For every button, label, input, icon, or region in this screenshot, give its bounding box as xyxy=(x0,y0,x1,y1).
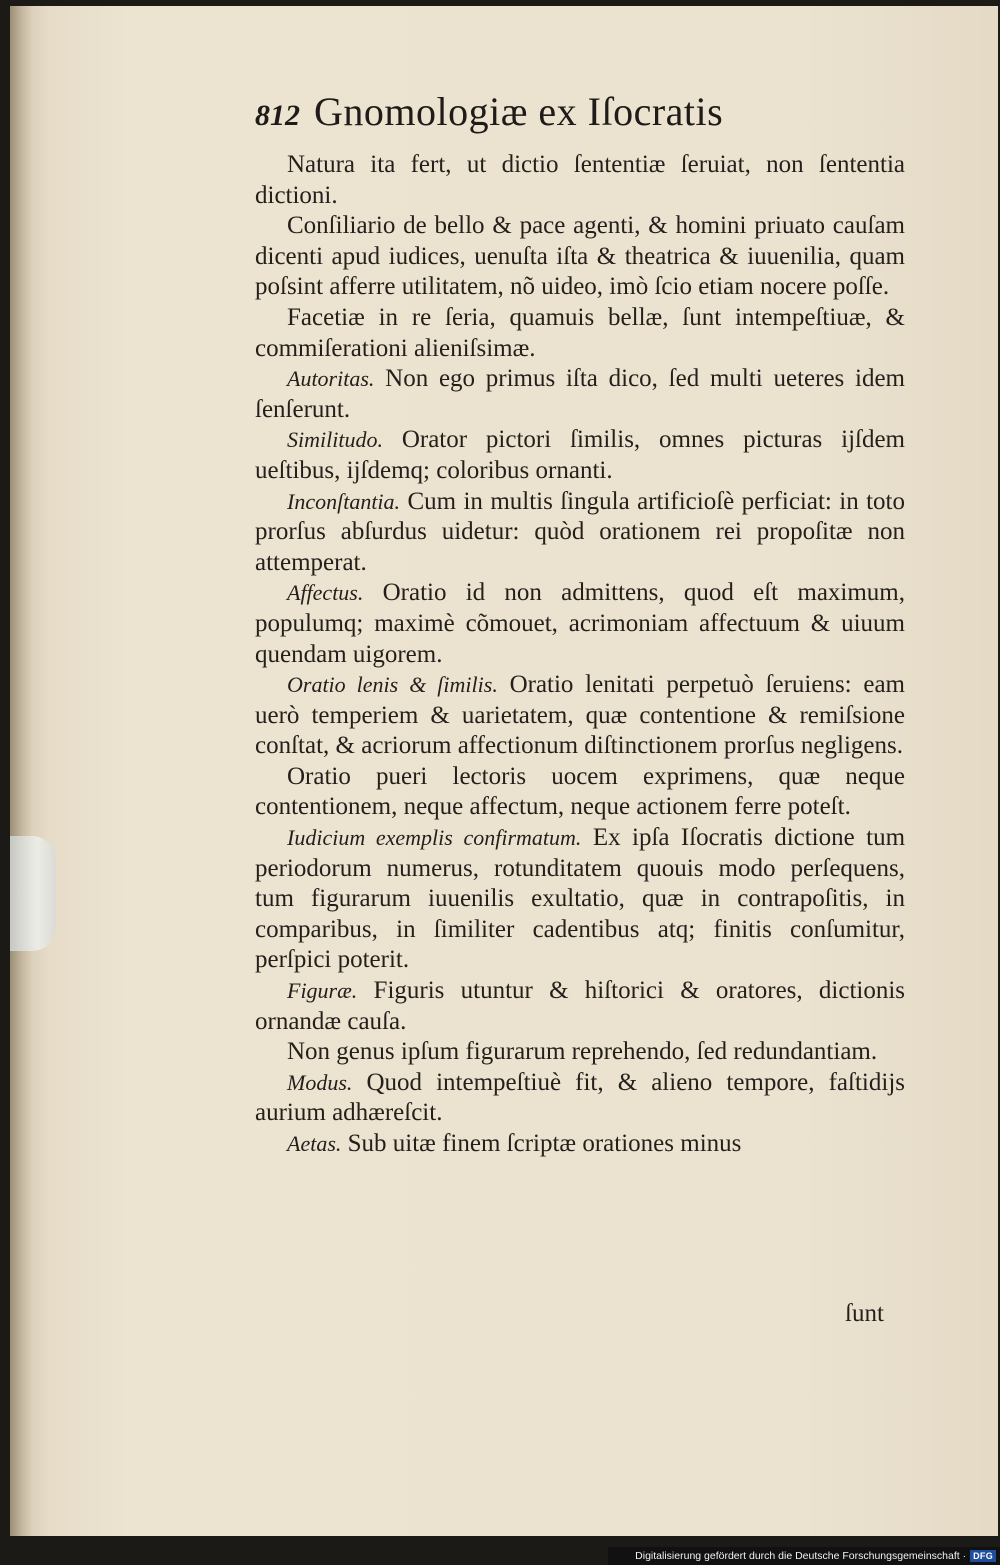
digitization-footer xyxy=(608,1547,1000,1565)
paragraph-text: Non genus ipſum figurarum reprehendo, ſed redundantiam. xyxy=(287,1038,878,1066)
paragraph-text: Oratio pueri lectoris uocem exprimens, quæ neque contentionem, neque affectum, neque actionem ferre poteſt. xyxy=(255,762,905,821)
paragraph xyxy=(255,976,905,1037)
paragraph-text: Oratio id non admittens, quod eſt maximum, populumq; maximè cõmouet, acrimoniam affectuum & uiuum quendam uigorem. xyxy=(255,579,905,668)
paragraph-text: Non ego primus iſta dico, ſed multi ueteres idem ſenſerunt. xyxy=(255,365,905,423)
paragraph xyxy=(255,364,905,425)
paragraph-text: Sub uitæ finem ſcriptæ orationes minus xyxy=(347,1130,742,1157)
paragraph xyxy=(255,425,905,486)
paragraph xyxy=(255,150,905,211)
margin-marker: Similitudo. xyxy=(287,427,383,453)
paragraph xyxy=(255,1068,905,1129)
paragraph-text: Natura ita fert, ut dictio ſententiæ ſeruiat, non ſententia dictioni. xyxy=(255,151,905,209)
margin-marker: Aetas. xyxy=(287,1131,342,1156)
paragraph xyxy=(255,823,905,976)
paragraph xyxy=(255,487,905,579)
page-header xyxy=(255,88,815,135)
paragraph-text: Ex ipſa Iſocratis dictione tum periodorum numerus, rotunditatem quouis modo perſequens, tum figurarum iuuenilis exultatio, quæ in contrapoſitis, in comparibus, in ſimiliter cadentibus atq; finitis conſumitur, perſpici poterit. xyxy=(255,824,906,974)
paragraph-text: Quod intempeſtiuè fit, & alieno tempore, faſtidijs aurium adhæreſcit. xyxy=(255,1068,905,1127)
paragraph xyxy=(255,1129,905,1160)
paragraph xyxy=(255,211,905,303)
dfg-logo-icon: DFG xyxy=(970,1550,996,1562)
page-clip xyxy=(10,836,56,951)
body-text xyxy=(255,150,905,1160)
margin-marker: Figuræ. xyxy=(287,978,358,1004)
margin-marker: Iudicium exemplis confirmatum. xyxy=(287,825,582,851)
paragraph xyxy=(255,303,905,364)
margin-marker: Oratio lenis & ſimilis. xyxy=(287,672,498,698)
margin-marker: Affectus. xyxy=(287,580,364,606)
margin-marker: Autoritas. xyxy=(287,366,375,392)
page-gutter xyxy=(10,6,32,1536)
catchword: ſunt xyxy=(845,1300,884,1327)
funding-notice: Digitalisierung gefördert durch die Deutsche Forschungsgemeinschaft · xyxy=(635,1550,967,1562)
paragraph xyxy=(255,578,905,670)
paragraph xyxy=(255,670,905,762)
paragraph-text: Conſiliario de bello & pace agenti, & homini priuato cauſam dicenti apud iudices, uenuſta iſta & theatrica & iuuenilia, quam poſsint afferre utilitatem, nõ uideo, imò ſcio etiam nocere poſſe. xyxy=(255,212,905,301)
paragraph-text: Cum in multis ſingula artificioſè perficiat: in toto prorſus abſurdus uidetur: quòd orationem rei propoſitæ non attemperat. xyxy=(255,487,905,576)
page-number: 812 xyxy=(255,99,300,132)
paragraph-text: Figuris utuntur & hiſtorici & oratores, dictionis ornandæ cauſa. xyxy=(255,977,906,1035)
running-title: Gnomologiæ ex Iſocratis xyxy=(314,89,724,134)
paragraph-text: Facetiæ in re ſeria, quamuis bellæ, ſunt intempeſtiuæ, & commiſerationi alieniſsimæ. xyxy=(255,303,905,362)
margin-marker: Modus. xyxy=(287,1069,353,1095)
paragraph-text: Oratio lenitati perpetuò ſeruiens: eam uerò temperiem & uarietatem, quæ contentione & remiſsione conſtat, & acriorum affectionum diſtinctionem prorſus negligens. xyxy=(255,671,905,760)
paragraph-text: Orator pictori ſimilis, omnes picturas ijſdem ueſtibus, ijſdemq; coloribus ornanti. xyxy=(255,426,906,484)
paragraph xyxy=(255,1037,905,1068)
paragraph xyxy=(255,762,905,823)
margin-marker: Inconſtantia. xyxy=(287,488,401,514)
